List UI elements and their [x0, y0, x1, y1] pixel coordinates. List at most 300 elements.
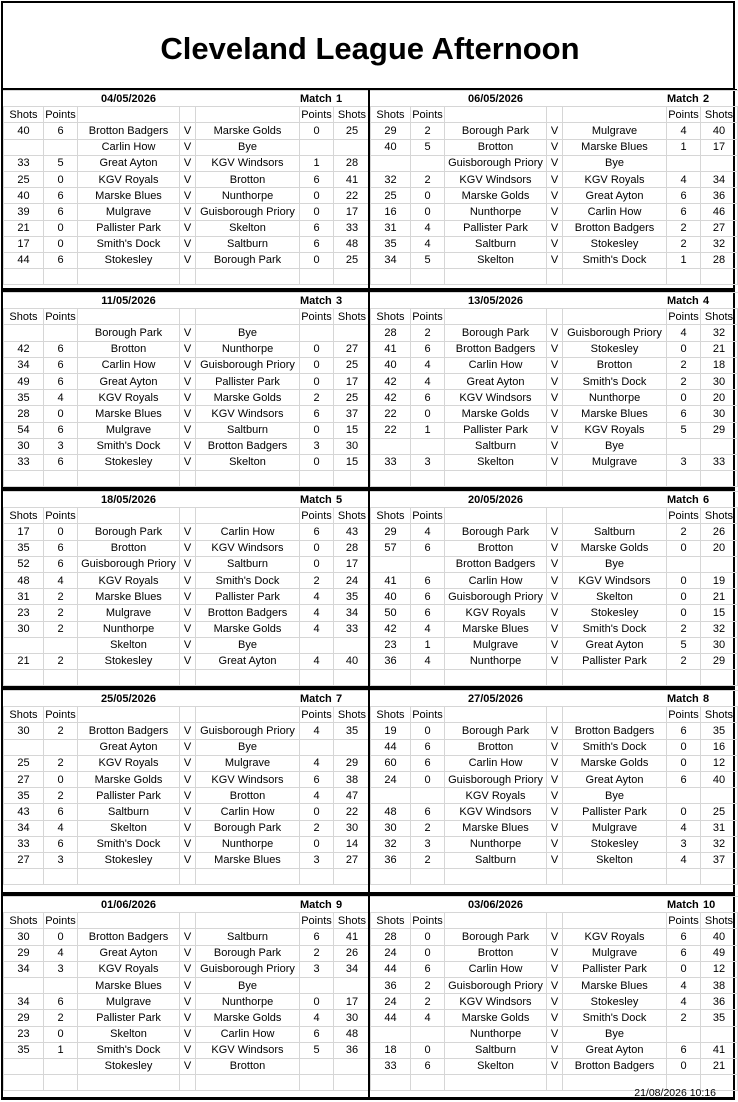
away-team: Great Ayton	[196, 653, 300, 669]
away-points: 2	[300, 820, 334, 836]
away-points: 0	[300, 204, 334, 220]
versus: V	[547, 252, 563, 268]
home-team	[445, 670, 547, 686]
home-team: Brotton	[78, 540, 180, 556]
home-points: 4	[44, 390, 78, 406]
home-points	[44, 670, 78, 686]
away-points-header: Points	[300, 913, 334, 929]
away-points	[300, 325, 334, 341]
home-points	[44, 977, 78, 993]
home-points: 2	[411, 820, 445, 836]
fixture-row	[4, 653, 371, 669]
versus: V	[547, 123, 563, 139]
fixture-row	[371, 373, 738, 389]
fixture-row	[4, 605, 371, 621]
away-team: Marske Blues	[563, 406, 667, 422]
away-shots: 18	[701, 357, 738, 373]
away-team	[563, 670, 667, 686]
home-points: 3	[44, 852, 78, 868]
away-shots: 28	[334, 540, 371, 556]
home-shots: 29	[371, 123, 411, 139]
v-header	[180, 309, 196, 325]
away-points-header: Points	[300, 508, 334, 524]
home-shots: 30	[4, 438, 44, 454]
home-team: Carlin How	[445, 572, 547, 588]
match-date: 03/06/2026	[445, 897, 547, 913]
home-points	[411, 471, 445, 487]
match-number: 2	[701, 91, 738, 107]
match-date: 11/05/2026	[78, 293, 180, 309]
home-points: 0	[411, 1042, 445, 1058]
home-team: KGV Royals	[445, 605, 547, 621]
away-points: 5	[300, 1042, 334, 1058]
home-team: Smith's Dock	[78, 1042, 180, 1058]
versus: V	[180, 852, 196, 868]
fixture-row	[371, 788, 738, 804]
away-team: Bye	[196, 739, 300, 755]
home-points	[44, 139, 78, 155]
fixture-row	[4, 852, 371, 868]
home-team: KGV Windsors	[445, 390, 547, 406]
home-points: 4	[411, 1010, 445, 1026]
away-shots: 25	[334, 390, 371, 406]
home-shots-header: Shots	[4, 309, 44, 325]
away-points-header: Points	[667, 508, 701, 524]
match-number: 4	[701, 293, 738, 309]
home-points: 6	[411, 804, 445, 820]
home-team: Great Ayton	[78, 155, 180, 171]
home-shots: 33	[371, 1058, 411, 1074]
away-points: 6	[300, 929, 334, 945]
away-team: Mulgrave	[563, 454, 667, 470]
home-points: 6	[411, 605, 445, 621]
away-shots: 35	[334, 723, 371, 739]
away-shots-header: Shots	[701, 508, 738, 524]
home-points: 2	[44, 653, 78, 669]
home-shots: 40	[371, 589, 411, 605]
home-points: 0	[411, 771, 445, 787]
away-points: 4	[300, 653, 334, 669]
away-points: 3	[300, 852, 334, 868]
home-shots-header: Shots	[371, 508, 411, 524]
home-shots: 35	[4, 1042, 44, 1058]
fixture-row	[371, 139, 738, 155]
away-shots: 27	[701, 220, 738, 236]
away-points	[300, 139, 334, 155]
fixtures-table	[3, 896, 371, 1091]
home-team: Carlin How	[445, 961, 547, 977]
versus: V	[180, 252, 196, 268]
home-team: Skelton	[78, 820, 180, 836]
versus	[180, 869, 196, 885]
home-team: Guisborough Priory	[445, 977, 547, 993]
versus: V	[547, 755, 563, 771]
away-shots-header: Shots	[701, 913, 738, 929]
away-shots: 27	[334, 341, 371, 357]
home-shots-header: Shots	[371, 913, 411, 929]
fixtures-table	[3, 90, 371, 285]
versus: V	[180, 929, 196, 945]
match-header	[371, 91, 738, 107]
away-team: Saltburn	[563, 524, 667, 540]
away-team: Marske Golds	[196, 123, 300, 139]
away-team: Brotton Badgers	[196, 605, 300, 621]
away-team: Stokesley	[563, 994, 667, 1010]
match-block-3	[1, 290, 370, 489]
home-shots: 24	[371, 994, 411, 1010]
fixture-row	[371, 572, 738, 588]
home-points-header: Points	[411, 707, 445, 723]
versus: V	[180, 188, 196, 204]
home-points-header: Points	[44, 508, 78, 524]
home-points: 0	[411, 204, 445, 220]
home-shots-header: Shots	[4, 508, 44, 524]
away-team: Bye	[196, 977, 300, 993]
home-points: 1	[411, 422, 445, 438]
home-shots: 22	[371, 422, 411, 438]
away-points: 2	[667, 236, 701, 252]
versus: V	[180, 220, 196, 236]
home-shots: 34	[371, 252, 411, 268]
home-shots	[371, 556, 411, 572]
home-team: Marske Blues	[78, 406, 180, 422]
home-shots: 44	[371, 739, 411, 755]
away-points: 0	[667, 390, 701, 406]
home-team: Great Ayton	[78, 945, 180, 961]
home-shots	[371, 670, 411, 686]
away-team: Saltburn	[196, 236, 300, 252]
away-team: Borough Park	[196, 945, 300, 961]
home-team: Brotton	[445, 739, 547, 755]
fixture-row	[371, 820, 738, 836]
home-points: 4	[411, 524, 445, 540]
away-shots: 40	[701, 929, 738, 945]
away-team: Brotton	[196, 1058, 300, 1074]
home-team: Skelton	[445, 454, 547, 470]
home-shots: 34	[4, 961, 44, 977]
fixtures-table	[370, 292, 738, 487]
away-points: 3	[667, 836, 701, 852]
versus: V	[547, 637, 563, 653]
away-team: KGV Royals	[563, 171, 667, 187]
fixture-row	[371, 390, 738, 406]
versus: V	[547, 820, 563, 836]
home-shots: 35	[4, 390, 44, 406]
home-team: Mulgrave	[78, 204, 180, 220]
away-shots: 14	[334, 836, 371, 852]
v-header	[547, 309, 563, 325]
versus: V	[180, 1010, 196, 1026]
v-header	[547, 508, 563, 524]
away-team-header	[563, 913, 667, 929]
away-shots: 36	[701, 188, 738, 204]
home-team: Great Ayton	[445, 373, 547, 389]
versus: V	[180, 820, 196, 836]
home-points	[44, 869, 78, 885]
match-label: Match	[300, 91, 334, 107]
away-shots	[701, 670, 738, 686]
away-shots: 32	[701, 621, 738, 637]
away-team: Brotton	[196, 788, 300, 804]
home-team: Guisborough Priory	[445, 771, 547, 787]
versus: V	[547, 390, 563, 406]
home-shots: 42	[4, 341, 44, 357]
home-shots: 21	[4, 220, 44, 236]
home-team: Pallister Park	[78, 1010, 180, 1026]
versus: V	[547, 438, 563, 454]
home-shots	[371, 869, 411, 885]
home-team: Skelton	[78, 637, 180, 653]
away-points: 4	[667, 852, 701, 868]
fixture-row	[371, 836, 738, 852]
home-points: 5	[44, 155, 78, 171]
home-team: Guisborough Priory	[445, 155, 547, 171]
away-shots: 43	[334, 524, 371, 540]
away-points	[300, 739, 334, 755]
home-team-header	[445, 707, 547, 723]
versus: V	[547, 1058, 563, 1074]
home-shots: 24	[371, 945, 411, 961]
match-block-7	[1, 688, 370, 894]
home-shots: 35	[371, 236, 411, 252]
away-shots: 26	[701, 524, 738, 540]
fixture-row	[371, 852, 738, 868]
page-title: Cleveland League Afternoon	[3, 3, 737, 91]
match-label: Match	[300, 492, 334, 508]
away-shots	[334, 269, 371, 285]
away-team	[563, 869, 667, 885]
fixture-row	[371, 929, 738, 945]
home-team	[445, 869, 547, 885]
away-team-header	[196, 707, 300, 723]
away-points: 6	[667, 406, 701, 422]
fixture-row	[4, 390, 371, 406]
fixture-row	[4, 977, 371, 993]
home-shots: 27	[4, 771, 44, 787]
away-points: 6	[667, 929, 701, 945]
away-shots: 17	[334, 994, 371, 1010]
versus: V	[547, 422, 563, 438]
fixture-row	[4, 788, 371, 804]
home-shots: 31	[4, 589, 44, 605]
home-shots	[4, 1058, 44, 1074]
match-date: 06/05/2026	[445, 91, 547, 107]
versus: V	[180, 406, 196, 422]
away-team: Great Ayton	[563, 188, 667, 204]
home-team: Saltburn	[445, 438, 547, 454]
home-team: Borough Park	[445, 524, 547, 540]
home-team: Great Ayton	[78, 739, 180, 755]
home-shots: 30	[4, 929, 44, 945]
home-points	[44, 471, 78, 487]
home-team: Pallister Park	[445, 220, 547, 236]
match-date: 27/05/2026	[445, 691, 547, 707]
fixture-row	[4, 637, 371, 653]
home-shots: 28	[371, 929, 411, 945]
away-team	[196, 471, 300, 487]
fixture-row	[4, 1042, 371, 1058]
away-team: Brotton Badgers	[563, 723, 667, 739]
away-points	[667, 556, 701, 572]
fixture-row	[4, 171, 371, 187]
fixture-row	[4, 540, 371, 556]
fixture-row	[4, 438, 371, 454]
versus: V	[180, 994, 196, 1010]
versus: V	[547, 556, 563, 572]
home-points-header: Points	[44, 107, 78, 123]
home-team: Nunthorpe	[445, 653, 547, 669]
versus: V	[180, 605, 196, 621]
match-header	[371, 897, 738, 913]
home-team: Mulgrave	[78, 422, 180, 438]
away-team: Saltburn	[196, 556, 300, 572]
away-team: Carlin How	[196, 524, 300, 540]
home-points: 0	[44, 236, 78, 252]
away-points: 6	[300, 171, 334, 187]
home-shots: 34	[4, 820, 44, 836]
home-points: 6	[44, 123, 78, 139]
fixture-row	[4, 771, 371, 787]
home-shots: 48	[371, 804, 411, 820]
versus: V	[547, 961, 563, 977]
match-label: Match	[667, 91, 701, 107]
away-team: Pallister Park	[563, 653, 667, 669]
match-number: 5	[334, 492, 371, 508]
away-team	[196, 670, 300, 686]
fixture-row	[371, 220, 738, 236]
away-points: 0	[300, 252, 334, 268]
away-points: 4	[300, 755, 334, 771]
away-shots: 15	[701, 605, 738, 621]
away-points: 2	[667, 653, 701, 669]
away-shots-header: Shots	[701, 309, 738, 325]
home-points: 6	[44, 252, 78, 268]
home-points: 4	[411, 357, 445, 373]
home-shots: 33	[4, 454, 44, 470]
away-shots: 34	[701, 171, 738, 187]
away-team: Guisborough Priory	[196, 357, 300, 373]
away-shots: 27	[334, 852, 371, 868]
versus: V	[547, 220, 563, 236]
away-shots: 35	[334, 589, 371, 605]
home-points: 2	[44, 723, 78, 739]
away-shots-header: Shots	[334, 913, 371, 929]
home-shots: 40	[4, 188, 44, 204]
home-points: 0	[44, 524, 78, 540]
away-points: 0	[667, 1058, 701, 1074]
home-shots-header: Shots	[371, 309, 411, 325]
match-header	[371, 691, 738, 707]
away-shots: 28	[701, 252, 738, 268]
home-shots: 19	[371, 723, 411, 739]
away-points: 0	[300, 994, 334, 1010]
fixture-row	[371, 739, 738, 755]
away-points: 1	[667, 252, 701, 268]
away-shots-header: Shots	[701, 707, 738, 723]
home-team	[78, 269, 180, 285]
home-points: 2	[44, 589, 78, 605]
home-team: KGV Royals	[78, 171, 180, 187]
fixture-row	[371, 1010, 738, 1026]
home-team: KGV Windsors	[445, 804, 547, 820]
away-points	[667, 438, 701, 454]
away-team: KGV Windsors	[196, 406, 300, 422]
home-shots-header: Shots	[371, 707, 411, 723]
home-points: 6	[44, 188, 78, 204]
away-points: 0	[300, 454, 334, 470]
home-team: Mulgrave	[445, 637, 547, 653]
versus: V	[180, 788, 196, 804]
away-team: Stokesley	[563, 605, 667, 621]
away-team: Marske Golds	[563, 540, 667, 556]
home-points: 6	[44, 540, 78, 556]
away-shots: 26	[334, 945, 371, 961]
away-shots: 16	[701, 739, 738, 755]
away-points: 2	[300, 945, 334, 961]
home-team: KGV Windsors	[445, 994, 547, 1010]
away-points-header: Points	[300, 107, 334, 123]
versus: V	[547, 788, 563, 804]
fixture-row	[4, 454, 371, 470]
away-points: 0	[667, 739, 701, 755]
home-team: Pallister Park	[78, 788, 180, 804]
fixture-row	[4, 220, 371, 236]
home-team-header	[445, 913, 547, 929]
home-team: Guisborough Priory	[445, 589, 547, 605]
match-block-9	[1, 894, 370, 1100]
versus: V	[180, 556, 196, 572]
home-points: 6	[411, 739, 445, 755]
match-header	[371, 293, 738, 309]
home-points: 1	[411, 637, 445, 653]
versus: V	[180, 341, 196, 357]
away-shots: 17	[334, 556, 371, 572]
away-shots: 20	[701, 390, 738, 406]
away-team: Bye	[563, 556, 667, 572]
away-points: 2	[300, 572, 334, 588]
away-shots	[701, 269, 738, 285]
away-team: Skelton	[563, 589, 667, 605]
home-shots: 48	[4, 572, 44, 588]
home-shots: 42	[371, 390, 411, 406]
fixture-row	[371, 977, 738, 993]
home-team: Mulgrave	[78, 605, 180, 621]
home-team: Stokesley	[78, 454, 180, 470]
versus: V	[180, 739, 196, 755]
home-team	[78, 869, 180, 885]
home-shots: 32	[371, 836, 411, 852]
versus: V	[547, 524, 563, 540]
away-team: KGV Windsors	[196, 155, 300, 171]
home-team	[445, 1075, 547, 1091]
home-points: 6	[44, 804, 78, 820]
home-points: 4	[44, 572, 78, 588]
versus: V	[547, 804, 563, 820]
versus: V	[180, 422, 196, 438]
away-shots: 25	[334, 123, 371, 139]
home-team: Marske Blues	[78, 188, 180, 204]
away-shots: 40	[701, 771, 738, 787]
away-shots: 12	[701, 961, 738, 977]
match-block-6	[368, 489, 735, 688]
versus: V	[547, 994, 563, 1010]
home-shots: 30	[4, 723, 44, 739]
home-points	[411, 556, 445, 572]
away-points	[300, 269, 334, 285]
fixture-row	[4, 556, 371, 572]
fixture-row	[371, 1042, 738, 1058]
away-points: 4	[667, 977, 701, 993]
